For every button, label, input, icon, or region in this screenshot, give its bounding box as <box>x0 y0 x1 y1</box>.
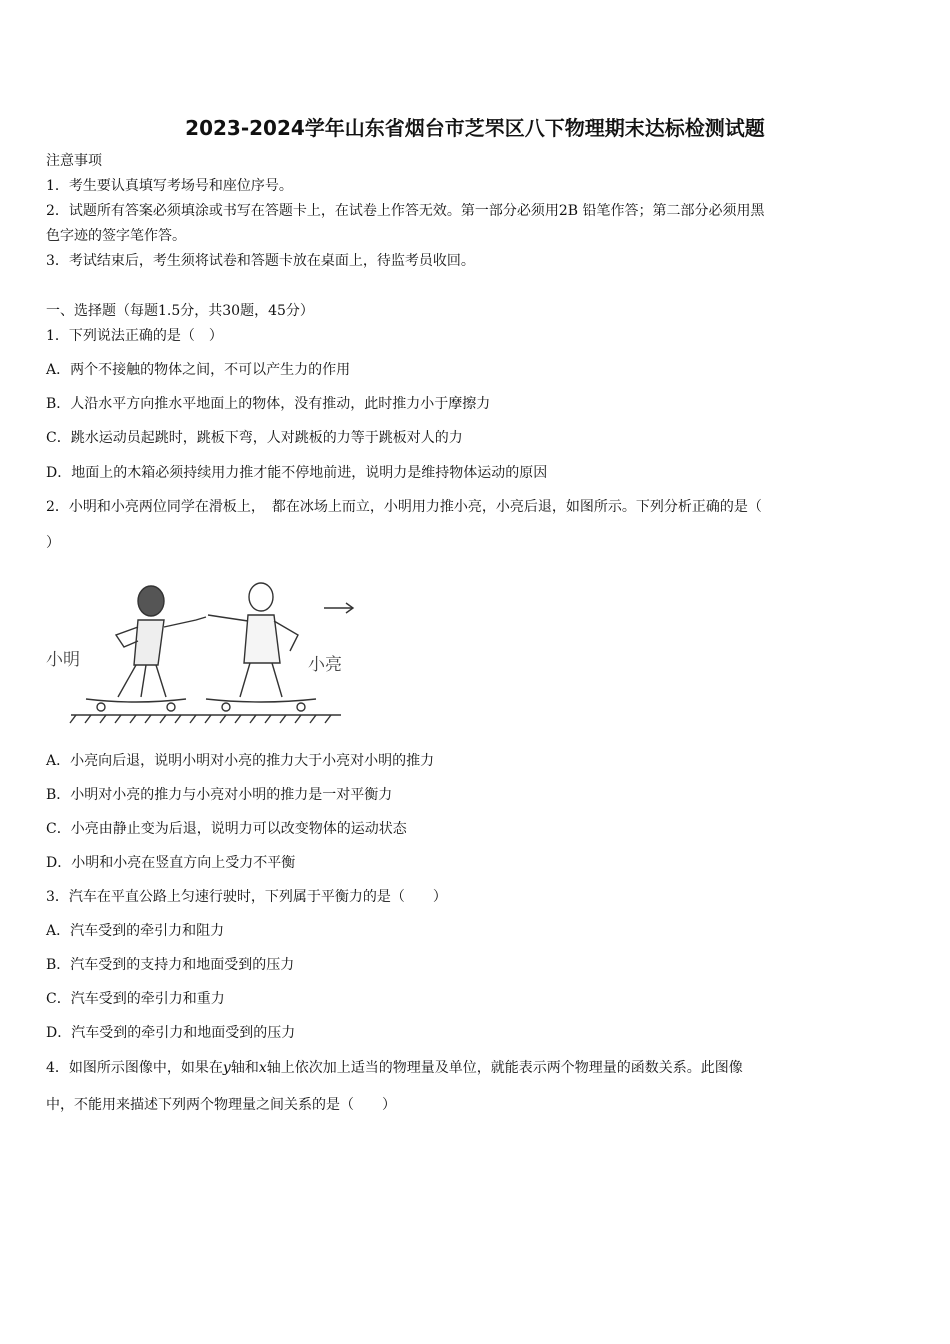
option-d: D．地面上的木箱必须持续用力推才能不停地前进，说明力是维持物体运动的原因 <box>46 465 548 481</box>
question-stem: 2．小明和小亮两位同学在滑板上， 都在冰场上而立，小明用力推小亮，小亮后退，如图所示。下列分析正确的是（ <box>46 499 762 515</box>
question-stem: 1．下列说法正确的是（ ） <box>46 328 223 344</box>
stem-part: 4．如图所示图像中，如果在 <box>46 1060 223 1076</box>
label-xiaoliang: 小亮 <box>308 655 342 675</box>
option-d: D．小明和小亮在竖直方向上受力不平衡 <box>46 855 296 871</box>
option-c: C．小亮由静止变为后退，说明力可以改变物体的运动状态 <box>46 821 407 837</box>
notice-item: 色字迹的签字笔作答。 <box>46 228 186 244</box>
question-stem: 3．汽车在平直公路上匀速行驶时，下列属于平衡力的是（ ） <box>46 889 447 905</box>
option-a: A．汽车受到的牵引力和阻力 <box>46 923 225 939</box>
notice-item: 3．考试结束后，考生须将试卷和答题卡放在桌面上，待监考员收回。 <box>46 253 475 269</box>
section-heading: 一、选择题（每题1.5分，共30题，45分） <box>46 303 314 319</box>
stem-part: 轴上依次加上适当的物理量及单位，就能表示两个物理量的函数关系。此图像 <box>266 1060 743 1076</box>
question-stem-continued: 中，不能用来描述下列两个物理量之间关系的是（ ） <box>46 1097 396 1113</box>
question-stem-continued: ） <box>46 535 60 551</box>
option-b: B．小明对小亮的推力与小亮对小明的推力是一对平衡力 <box>46 787 393 803</box>
label-xiaoming: 小明 <box>46 650 80 670</box>
question-stem <box>46 1058 743 1078</box>
option-a: A．小亮向后退，说明小明对小亮的推力大于小亮对小明的推力 <box>46 753 435 769</box>
option-b: B．汽车受到的支持力和地面受到的压力 <box>46 957 295 973</box>
notice-heading: 注意事项 <box>46 153 102 169</box>
skaters-figure <box>46 575 366 735</box>
option-b: B．人沿水平方向推水平地面上的物体，没有推动，此时推力小于摩擦力 <box>46 396 491 412</box>
option-d: D．汽车受到的牵引力和地面受到的压力 <box>46 1025 296 1041</box>
page-title: 2023-2024学年山东省烟台市芝罘区八下物理期末达标检测试题 <box>185 116 765 140</box>
y-axis-symbol: y <box>222 1060 231 1076</box>
option-c: C．跳水运动员起跳时，跳板下弯，人对跳板的力等于跳板对人的力 <box>46 430 463 446</box>
notice-item: 1．考生要认真填写考场号和座位序号。 <box>46 178 293 194</box>
option-c: C．汽车受到的牵引力和重力 <box>46 991 225 1007</box>
notice-item: 2．试题所有答案必须填涂或书写在答题卡上，在试卷上作答无效。第一部分必须用2B 铅笔作答；第二部分必须用黑 <box>46 203 765 219</box>
stem-part: 轴和 <box>230 1060 259 1076</box>
option-a: A．两个不接触的物体之间，不可以产生力的作用 <box>46 362 351 378</box>
x-axis-symbol: x <box>258 1060 267 1076</box>
